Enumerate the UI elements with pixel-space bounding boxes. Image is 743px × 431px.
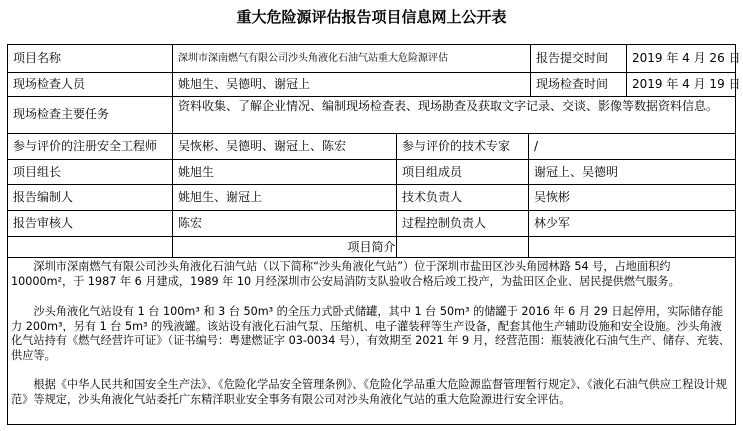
row-divider — [7, 133, 736, 134]
value-tech-lead: 吴恢彬 — [534, 190, 571, 204]
value-report-date: 2019 年 4 月 26 日 — [632, 51, 741, 65]
intro-paragraph-1: 深圳市深南燃气有限公司沙头角液化石油气站（以下简称“沙头角液化气站”）位于深圳市盐田区沙头角园林路 54 号，占地面积约 10000m²，于 1987 年 6 月建成，1989 年 10 月经深圳市公安局消防支队验收合格后竣工投产，为盐田区企业、居民提供燃气服务。 — [11, 260, 680, 288]
value-members: 谢冠上、吴德明 — [534, 165, 619, 179]
label-inspection-date: 现场检查时间 — [536, 77, 609, 91]
value-inspectors: 姚旭生、吴德明、谢冠上 — [178, 77, 311, 91]
row-divider — [7, 184, 736, 185]
label-leader: 项目组长 — [13, 165, 62, 179]
table-border-bottom — [7, 424, 736, 425]
col-divider — [172, 44, 173, 257]
row-divider — [7, 257, 736, 258]
value-leader: 姚旭生 — [178, 165, 215, 179]
row-divider — [7, 210, 736, 211]
label-process-lead: 过程控制负责人 — [402, 216, 487, 230]
table-border-left — [7, 44, 8, 425]
label-project-name: 项目名称 — [13, 51, 62, 65]
label-engineers: 参与评价的注册安全工程师 — [13, 139, 158, 153]
col-divider — [626, 44, 627, 96]
value-experts: / — [534, 139, 539, 153]
value-project-name: 深圳市深南燃气有限公司沙头角液化石油气站重大危险源评估 — [178, 53, 448, 64]
label-writers: 报告编制人 — [13, 190, 74, 204]
row-divider — [7, 236, 736, 237]
label-members: 项目组成员 — [402, 165, 463, 179]
label-inspectors: 现场检查人员 — [13, 77, 86, 91]
intro-heading: 项目简介 — [347, 240, 396, 254]
label-tasks: 现场检查主要任务 — [13, 107, 110, 121]
table-border-right — [735, 44, 736, 425]
label-tech-lead: 技术负责人 — [402, 190, 463, 204]
label-reviewer: 报告审核人 — [13, 216, 74, 230]
row-divider — [7, 96, 736, 97]
page-title: 重大危险源评估报告项目信息网上公开表 — [236, 8, 507, 26]
value-writers: 姚旭生、谢冠上 — [178, 190, 263, 204]
intro-paragraph-2: 沙头角液化气站设有 1 台 100m³ 和 3 台 50m³ 的全压力式卧式储罐，其中 1 台 50m³ 的储罐于 2016 年 6 月 29 日起停用，实际储存能力 200m³，另有 1 台 5m³ 的残液罐。该站设有液化石油气泵、压缩机、电子灌装秤等生产设备，配套其他生产辅助设施和安全设施。沙头角液化气站持有《燃气经营许可证》（证书编号：粤建燃证字 03-0034 号），有效期至 2021 年 9 月，经营范围：瓶装液化石油气生产、储存、充装、供应等。 — [11, 305, 730, 362]
value-tasks: 资料收集、了解企业情况、编制现场检查表、现场勘查及获取文字记录、交谈、影像等数据资料信息。 — [178, 99, 719, 113]
value-process-lead: 林少军 — [534, 216, 571, 230]
label-experts: 参与评价的技术专家 — [402, 139, 511, 153]
intro-paragraph-3: 根据《中华人民共和国安全生产法》、《危险化学品安全管理条例》、《危险化学品重大危险源监督管理暂行规定》、《液化石油气供应工程设计规范》等规定，沙头角液化气站委托广东精洋职业安全事务有限公司对沙头角液化气站的重大危险源进行安全评估。 — [11, 378, 727, 406]
value-reviewer: 陈宏 — [178, 216, 203, 230]
value-inspection-date: 2019 年 4 月 19 日 — [632, 77, 741, 91]
value-engineers: 吴恢彬、吴德明、谢冠上、陈宏 — [178, 139, 347, 153]
label-report-date: 报告提交时间 — [536, 51, 609, 65]
col-divider — [530, 44, 531, 96]
row-divider — [7, 159, 736, 160]
